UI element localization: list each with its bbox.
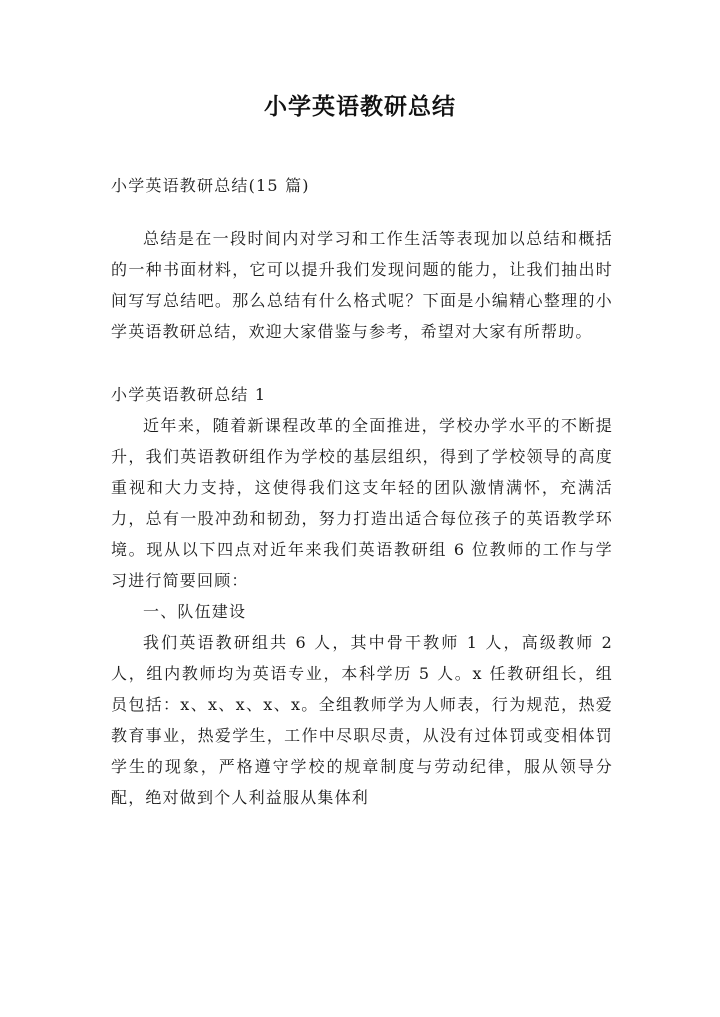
document-body	[111, 170, 613, 813]
intro-paragraph: 总结是在一段时间内对学习和工作生活等表现加以总结和概括的一种书面材料，它可以提升我们发现问题的能力，让我们抽出时间写写总结吧。那么总结有什么格式呢？下面是小编精心整理的小学英语教研总结，欢迎大家借鉴与参考，希望对大家有所帮助。	[111, 229, 613, 341]
section-heading: 小学英语教研总结 1	[111, 385, 267, 404]
subheading-team-building: 一、队伍建设	[143, 602, 247, 621]
document-subtitle: 小学英语教研总结(15 篇)	[111, 176, 310, 195]
body-paragraph-1: 近年来，随着新课程改革的全面推进，学校办学水平的不断提升，我们英语教研组作为学校的基层组织，得到了学校领导的高度重视和大力支持，这使得我们这支年轻的团队激情满怀，充满活力，总有一股冲劲和韧劲，努力打造出适合每位孩子的英语教学环境。现从以下四点对近年来我们英语教研组 6 位教师的工作与学习进行简要回顾：	[111, 416, 613, 590]
body-paragraph-2: 我们英语教研组共 6 人，其中骨干教师 1 人，高级教师 2 人，组内教师均为英语专业，本科学历 5 人。x 任教研组长，组员包括：x、x、x、x、x。全组教师学为人师表，行为规范，热爱教育事业，热爱学生，工作中尽职尽责，从没有过体罚或变相体罚学生的现象，严格遵守学校的规章制度与劳动纪律，服从领导分配，绝对做到个人利益服从集体利	[111, 633, 613, 807]
page-title: 小学英语教研总结	[264, 93, 456, 120]
